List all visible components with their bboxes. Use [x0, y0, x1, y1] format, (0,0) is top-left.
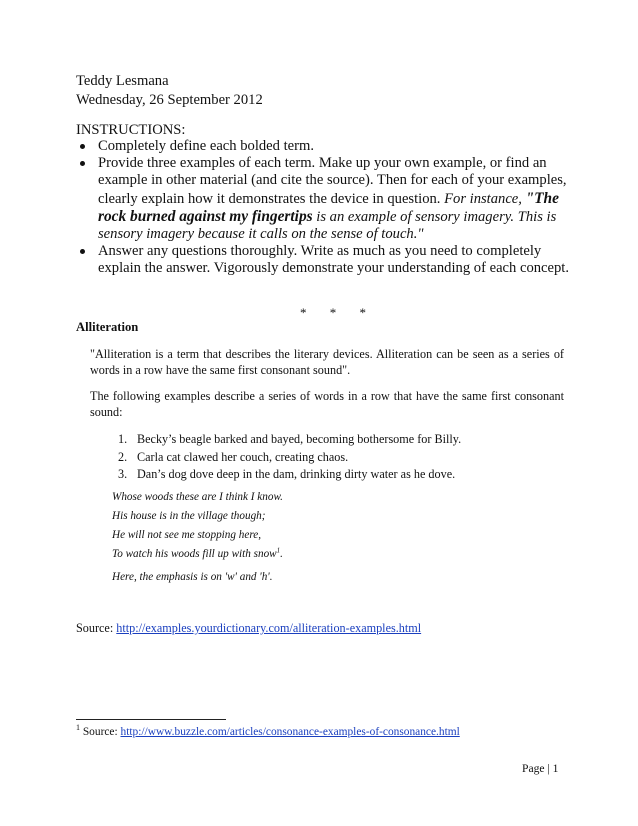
poem-line-text: To watch his woods fill up with snow: [112, 548, 277, 560]
footnote-divider: [76, 719, 226, 720]
emphasis-note: Here, the emphasis is on 'w' and 'h'.: [112, 571, 273, 583]
poem-line: His house is in the village though;: [112, 510, 266, 522]
example-sentence-bold: "The rock burned against my fingertips: [98, 189, 559, 225]
author-name: Teddy Lesmana: [76, 73, 169, 89]
example-text: Dan’s dog dove deep in the dam, drinking dirty water as he dove.: [137, 467, 456, 481]
definition-paragraph: [90, 346, 564, 379]
instruction-text: Answer any questions thoroughly. Write as much as you need to completely explain the answer. Vigorously demonstrate your understanding of each concept.: [98, 243, 569, 277]
example-text: Carla cat clawed her couch, creating chaos.: [137, 449, 349, 464]
instruction-text-italic: For instance,: [444, 190, 526, 207]
poem-line: He will not see me stopping here,: [112, 529, 262, 541]
footnote-reference[interactable]: 1: [276, 546, 281, 555]
list-item: [118, 449, 461, 467]
footnote-label: Source:: [80, 726, 121, 738]
intro-text: The following examples describe a series of words in a row that have the same first consonant sound:: [90, 389, 564, 420]
document-date: Wednesday, 26 September 2012: [76, 92, 263, 108]
instruction-text-italic: is an example of sensory imagery. This is sensory imagery because it calls on the sense of touch.": [98, 208, 557, 243]
footnote-link[interactable]: http://www.buzzle.com/articles/consonance-examples-of-consonance.html: [120, 726, 460, 738]
page-number: Page | 1: [522, 762, 559, 775]
bullet-icon: [80, 249, 85, 254]
footnote: [76, 723, 460, 738]
example-text: Becky’s beagle barked and bayed, becoming bothersome for Billy.: [137, 432, 462, 446]
section-separator: * * *: [300, 305, 376, 320]
instructions-heading: INSTRUCTIONS:: [76, 122, 186, 138]
instructions-list: [94, 138, 572, 278]
footnote-mark: 1: [76, 723, 80, 733]
instruction-item: [94, 138, 572, 155]
definition-text: "Alliteration is a term that describes the literary devices. Alliteration can be seen as a series of words in a row have the same first consonant sound".: [90, 347, 564, 378]
list-item: [118, 431, 461, 449]
list-number: 3.: [118, 467, 128, 481]
poem-line-end: .: [280, 548, 283, 560]
instruction-text-normal: Provide three examples of each term. Make up your own example, or find an example in other material (and cite the source). Then for each of your examples, clearly explain how it demonstrates the device in question.: [98, 155, 567, 207]
instruction-item: [94, 155, 572, 243]
bullet-icon: [80, 161, 85, 166]
instruction-text: Completely define each bolded term.: [98, 138, 314, 154]
intro-paragraph: [90, 388, 564, 421]
examples-list: [118, 431, 461, 484]
poem-line: Whose woods these are I think I know.: [112, 491, 283, 503]
list-item: [118, 466, 461, 484]
section-title: Alliteration: [76, 320, 139, 334]
bullet-icon: [80, 144, 85, 149]
poem-quote: [112, 488, 283, 564]
source-link[interactable]: http://examples.yourdictionary.com/alliteration-examples.html: [116, 621, 422, 635]
instruction-text: [94, 155, 572, 243]
instruction-item: [94, 243, 572, 277]
source-line: [76, 621, 421, 636]
source-label: Source:: [76, 621, 117, 635]
list-number: 2.: [118, 449, 128, 464]
list-number: 1.: [118, 432, 128, 446]
poem-line: [112, 545, 283, 564]
